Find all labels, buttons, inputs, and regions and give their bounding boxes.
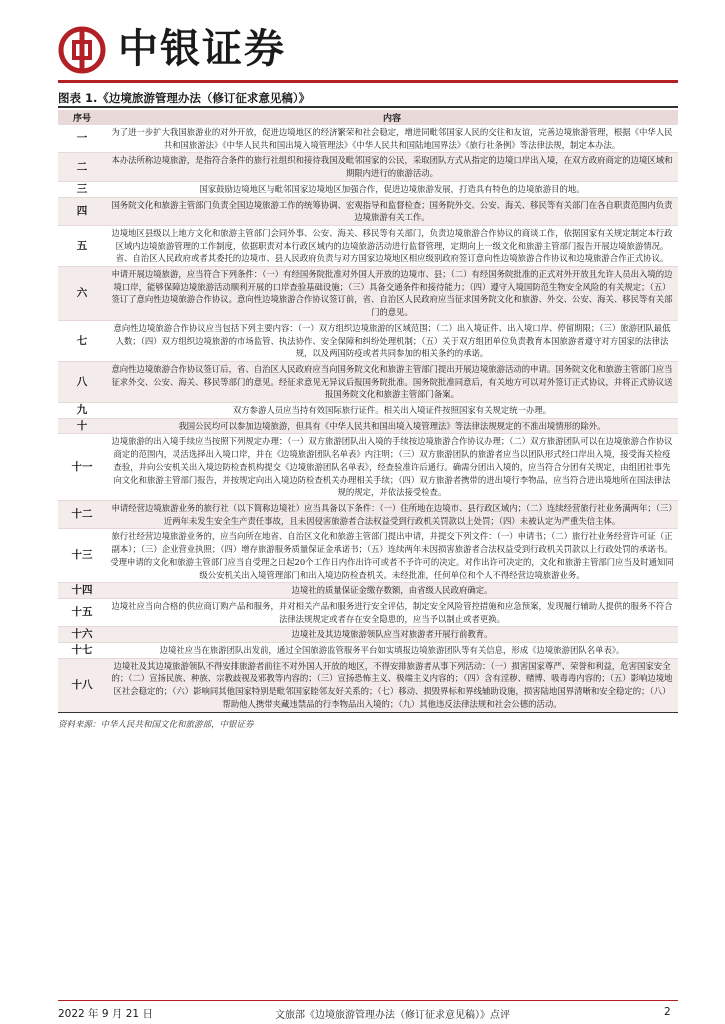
row-content: 国家鼓励边境地区与毗邻国家边境地区加强合作，促进边境旅游发展，打造具有特色的边境旅游目的地。 xyxy=(199,183,585,194)
row-number: 九 xyxy=(76,404,88,417)
row-number: 十六 xyxy=(58,627,106,643)
row-content: 申请经营边境旅游业务的旅行社（以下简称边境社）应当具备以下条件：（一）住所地在边境市、县行政区域内；（二）连续经营旅行社业务满两年；（三）近两年未发生安全生产责任事故，且未因侵害旅游者合法权益受到行政机关罚款以上处罚；（四）未被认定为严重失信主体。 xyxy=(106,500,678,528)
table-row xyxy=(58,500,678,528)
row-content: 本办法所称边境旅游，是指符合条件的旅行社组织和接待我国及毗邻国家的公民，采取团队方式从指定的边境口岸出入境，在双方政府商定的边境区域和期限内进行的旅游活动。 xyxy=(106,153,678,181)
row-content: 双方参游人员应当持有效国际旅行证件。相关出入境证件按照国家有关规定统一办理。 xyxy=(232,405,552,416)
row-number: 十三 xyxy=(71,549,93,562)
row-content: 国务院文化和旅游主管部门负责全国边境旅游工作的统筹协调、宏观指导和监督检查；国务院外交、公安、海关、移民等有关部门在各自职责范围内负责边境旅游有关工作。 xyxy=(106,197,678,225)
row-number: 二 xyxy=(58,153,106,181)
bank-of-china-logo-icon xyxy=(58,26,106,74)
row-content: 我国公民均可以参加边境旅游，但具有《中华人民共和国出境入境管理法》等法律法规规定的不准出境情形的除外。 xyxy=(106,418,678,434)
row-number: 十二 xyxy=(58,500,106,528)
table-row xyxy=(58,125,678,153)
table-row xyxy=(58,320,678,361)
table-row xyxy=(58,197,678,225)
row-number: 四 xyxy=(58,197,106,225)
row-content: 边境社及其边境旅游领队不得安排旅游者前往不对外国人开放的地区，不得安排旅游者从事下列活动：（一）损害国家尊严、荣誉和利益，危害国家安全的；（二）宣扬民族、种族、宗教歧视及邪教等内容的；（三）宣扬恐怖主义、极端主义内容的；（四）含有淫秽、赌博、吸毒毒内容的；（五）影响边境地区社会稳定的；（六）影响同其他国家特别是毗邻国家睦邻友好关系的；（七）移动、损毁界标和界线辅助设施，损害陆地国界清晰和安全稳定的；（八）帮助他人携带夹藏违禁品的行李物品出入境的；（九）其他违反法律法规和社会公德的活动。 xyxy=(106,658,678,712)
table-row xyxy=(58,434,678,501)
row-number: 五 xyxy=(76,239,88,252)
table-row xyxy=(58,627,678,643)
table-row xyxy=(58,225,678,266)
row-content: 为了进一步扩大我国旅游业的对外开放，促进边境地区的经济繁荣和社会稳定，增进同毗邻国家人民的交往和友谊，完善边境旅游管理，根据《中华人民共和国旅游法》《中华人民共和国出境入境管理法》《中华人民共和国陆地国界法》《旅行社条例》等法律法规，制定本办法。 xyxy=(111,127,673,150)
row-number: 八 xyxy=(58,361,106,402)
footer-rule xyxy=(58,1000,678,1001)
header-rule xyxy=(58,80,678,83)
table-row xyxy=(58,643,678,659)
source-note: 资料来源：中华人民共和国文化和旅游部，中银证券 xyxy=(58,720,254,730)
table-row xyxy=(58,583,678,599)
row-content: 边境社的质量保证金缴存数额，由省级人民政府确定。 xyxy=(106,583,678,599)
row-content: 意向性边境旅游合作协议签订后，省、自治区人民政府应当向国务院文化和旅游主管部门提出开展边境旅游活动的申请。国务院文化和旅游主管部门应当征求外交、公安、海关、移民等部门的意见。经征求意见无异议后报国务院批准。国务院批准同意后，有关地方可以对外签订正式协议，并将正式协议送报国务院文化和旅游主管部门备案。 xyxy=(106,361,678,402)
row-number: 十八 xyxy=(58,658,106,712)
page-header xyxy=(0,0,725,80)
row-number: 六 xyxy=(58,267,106,321)
table-header-row xyxy=(58,110,678,125)
row-content: 边境地区县级以上地方文化和旅游主管部门会同外事、公安、海关、移民等有关部门，负责边境旅游合作协议的商谈工作，依据国家有关规定制定本行政区域内边境旅游管理的工作制度，依据职责对本行政区域内的边境旅游活动进行监督管理，定期向上一级文化和旅游主管部门报告开展边境旅游情况。省、自治区人民政府或者其委托的边境市、县人民政府负责与对方国家边境地区相应级别政府签订意向性边境旅游合作协议和边境旅游合作正式协议。 xyxy=(111,227,673,264)
footer-title: 文旅部《边境旅游管理办法（修订征求意见稿）》点评 xyxy=(275,1010,510,1021)
policy-table xyxy=(58,110,678,713)
row-content: 边境社应当在旅游团队出发前，通过全国旅游监管服务平台如实填报边境旅游团队等有关信息，形成《边境旅游团队名单表》。 xyxy=(159,645,625,656)
table-row xyxy=(58,658,678,712)
row-number: 三 xyxy=(76,182,88,195)
row-number: 十 xyxy=(58,418,106,434)
header-content: 内容 xyxy=(106,110,678,125)
row-number: 十一 xyxy=(71,460,93,473)
table-row xyxy=(58,267,678,321)
row-number: 一 xyxy=(76,132,88,145)
table-row xyxy=(58,418,678,434)
row-content: 旅行社经营边境旅游业务的，应当向所在地省、自治区文化和旅游主管部门提出申请，并提交下列文件：（一）申请书；（二）旅行社业务经营许可证（正副本）；（三）企业营业执照；（四）增存旅游服务质量保证金承诺书；（五）连续两年未因损害旅游者合法权益受到行政机关罚款以上行政处罚的承诺书。受理申请的文化和旅游主管部门应当自受理之日起20个工作日内作出许可或者不予许可的决定。对作出许可决定的，文化和旅游主管部门应当及时通知同级公安机关出入境管理部门和出入境边防检查机关。未经批准，任何单位和个人不得经营边境旅游业务。 xyxy=(110,531,674,580)
row-number: 七 xyxy=(76,334,88,347)
figure-caption: 图表 1.《边境旅游管理办法（修订征求意见稿）》 xyxy=(58,91,311,105)
row-content: 边境社应当向合格的供应商订购产品和服务，并对相关产品和服务进行安全评估，制定安全风险管控措施和应急预案，发现履行辅助人提供的服务不符合法律法规规定或者存在安全隐患的，应当予以制止或者更换。 xyxy=(111,600,673,624)
row-number: 十七 xyxy=(71,644,93,657)
row-number: 十四 xyxy=(58,583,106,599)
table-body xyxy=(58,125,678,712)
table-row xyxy=(58,361,678,402)
row-content: 边境旅游的出入境手续应当按照下列规定办理：（一）双方旅游团队出入境的手续按边境旅游合作协议办理；（二）双方旅游团队可以在边境旅游合作协议商定的范围内，灵活选择出入境口岸，并在《边境旅游团队名单表》内注明；（三）双方旅游团队的旅游者应当以团队形式经口岸出入境，接受海关检疫查验，并向公安机关出入境边防检查机构提交《边境旅游团队名单表》，经查验准许后通行。确需分团出入境的，应当符合分团有关规定，由组团社事先向文化和旅游主管部门报告，并按规定向出入境边防检查机关办理相关手续；（四）双方旅游者携带的进出境行李物品，应当符合进出境地所在国法律法规的规定，并依法接受检查。 xyxy=(111,436,673,498)
table-row xyxy=(58,153,678,181)
header-num: 序号 xyxy=(58,110,106,125)
caption-rule xyxy=(58,106,678,108)
page-number: 2 xyxy=(664,1006,671,1018)
brand-name: 中银证券 xyxy=(118,26,286,72)
row-number: 十五 xyxy=(71,606,93,619)
table-row xyxy=(58,529,678,583)
row-content: 边境社及其边境旅游领队应当对旅游者开展行前教育。 xyxy=(106,627,678,643)
table-row xyxy=(58,181,678,197)
footer-date: 2022 年 9 月 21 日 xyxy=(58,1008,153,1020)
row-content: 意向性边境旅游合作协议应当包括下列主要内容：（一）双方组织边境旅游的区域范围；（二）出入境证件、出入境口岸、停留期限；（三）旅游团队最低人数；（四）双方组织边境旅游的市场监管、执法协作、安全保障和纠纷处理机制；（五）关于双方组团单位负责教育本国旅游者遵守对方国家的法律法规，以及两国防疫或者共同参加的相关条约的承诺。 xyxy=(113,322,671,359)
table-row xyxy=(58,403,678,419)
row-content: 申请开展边境旅游，应当符合下列条件：（一）有经国务院批准对外国人开放的边境市、县；（二）有经国务院批准的正式对外开放且允许人员出入境的边境口岸，能够保障边境旅游活动顺利开展的口岸查验基础设施；（三）具备交通条件和接待能力；（四）遵守入境国防范生物安全风险的有关规定；（五）签订了意向性边境旅游合作协议。意向性边境旅游合作协议签订前，省、自治区人民政府应当征求国务院文化和旅游、外交、公安、海关、移民等有关部门的意见。 xyxy=(106,267,678,321)
table-row xyxy=(58,598,678,626)
